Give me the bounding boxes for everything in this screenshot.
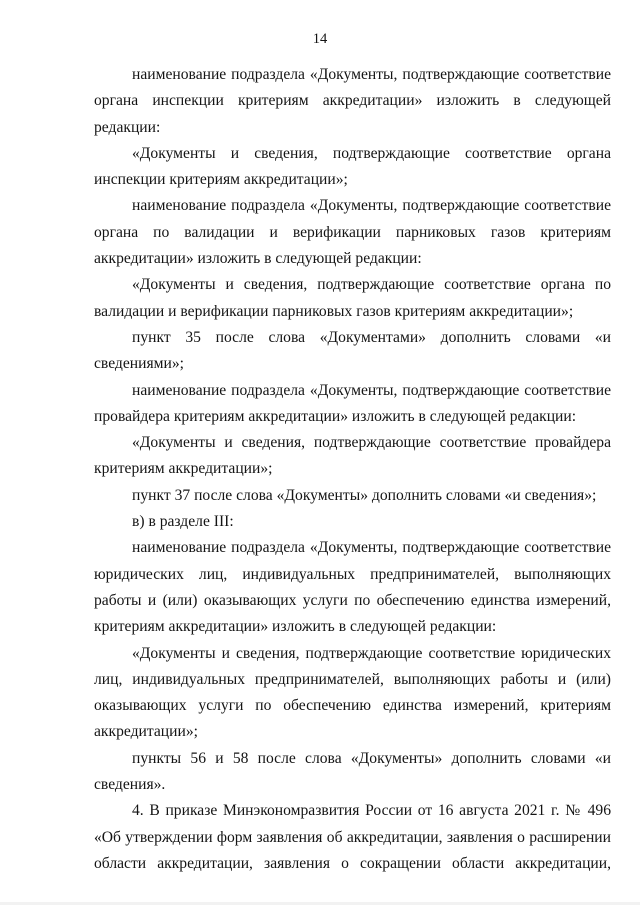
page-number: 14 xyxy=(312,31,328,47)
paragraph-1: наименование подраздела «Документы, подтверждающие соответствие органа инспекции критериям аккредитации» изложить в следующей редакции: xyxy=(94,66,611,136)
paragraph-10: наименование подраздела «Документы, подтверждающие соответствие юридических лиц, индивидуальных предпринимателей, выполняющих работы и (или) оказывающих услуги по обеспечению единства измерений, критериям аккредитации» изложить в следующей редакции: xyxy=(94,539,611,636)
paragraph-7: «Документы и сведения, подтверждающие соответствие провайдера критериям аккредитации»; xyxy=(94,434,611,478)
paragraph-11: «Документы и сведения, подтверждающие соответствие юридических лиц, индивидуальных предпринимателей, выполняющих работы и (или) оказывающих услуги по обеспечению единства измерений, критериям аккредитации»; xyxy=(94,644,611,741)
paragraph-9: в) в разделе III: xyxy=(132,513,234,531)
paragraph-6: наименование подраздела «Документы, подтверждающие соответствие провайдера критериям аккредитации» изложить в следующей редакции: xyxy=(94,381,611,425)
document-body xyxy=(94,62,611,877)
paragraph-5: пункт 35 после слова «Документами» дополнить словами «и сведениями»; xyxy=(94,328,611,373)
paragraph-13: 4. В приказе Минэкономразвития России от 16 августа 2021 г. № 496 «Об утверждении форм заявления об аккредитации, заявления о расширении области аккредитации, заявления о сокращении области аккредитации, xyxy=(94,802,611,872)
paragraph-12: пункты 56 и 58 после слова «Документы» дополнить словами «и сведения». xyxy=(94,749,611,794)
paragraph-2: «Документы и сведения, подтверждающие соответствие органа инспекции критериям аккредитации»; xyxy=(94,144,611,189)
paragraph-3: наименование подраздела «Документы, подтверждающие соответствие органа по валидации и верификации парниковых газов критериям аккредитации» изложить в следующей редакции: xyxy=(94,197,611,268)
paragraph-8: пункт 37 после слова «Документы» дополнить словами «и сведения»; xyxy=(132,486,597,504)
paragraph-4: «Документы и сведения, подтверждающие соответствие органа по валидации и верификации парниковых газов критериям аккредитации»; xyxy=(94,276,611,320)
